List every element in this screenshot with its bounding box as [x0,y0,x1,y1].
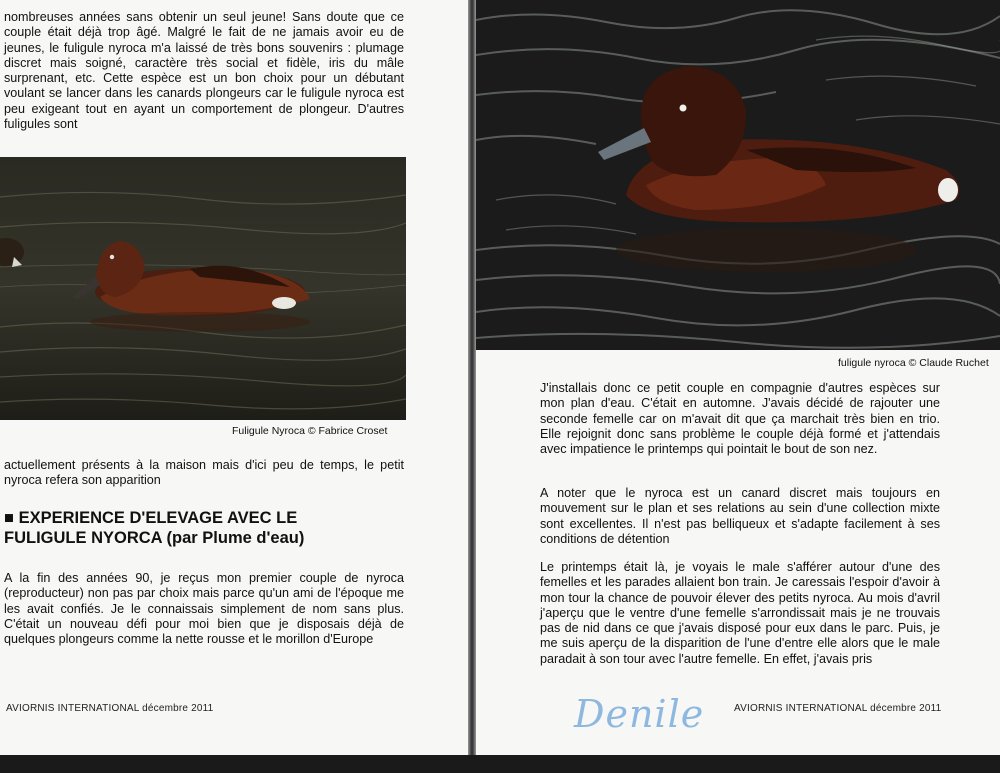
duck-photo-image [0,157,406,420]
left-footer: AVIORNIS INTERNATIONAL décembre 2011 [6,703,214,714]
left-top-paragraph: nombreuses années sans obtenir un seul jeune! Sans doute que ce couple était déjà trop âgé. Malgré le fait de ne jamais avoir eu de jeunes, le fuligule nyroca m'a laissé de très bons souvenirs : plumage discret mais soigné, caractère très social et fidèle, iris du mâle surprenant, etc. Cette espèce est un bon choix pour un débutant voulant se lancer dans les canards plongeurs car le fuligule nyroca est peu exigeant tout en ayant un comportement de plongeur. D'autres fuligules sont [4,10,404,132]
right-paragraph-2: A noter que le nyroca est un canard discret mais toujours en mouvement sur le plan et ses relations au sein d'une collection mixte sont excellentes. Il n'est pas belliqueux et s'adapte facilement à ses conditions de détention [540,486,940,546]
right-paragraph-1: J'installais donc ce petit couple en compagnie d'autres espèces sur mon plan d'eau. C'était en automne. J'avais décidé de rajouter une seconde femelle car on m'avait dit que ça marchait très bien en trio. Elle rejoignit donc sans problème le couple déjà formé et j'attendais avec impatience le printemps qui pointait le bout de son nez. [540,381,940,457]
right-photo-caption: fuligule nyroca © Claude Ruchet [838,357,989,369]
signature-watermark: Denile [574,692,705,736]
duck-photo-image [476,0,1000,350]
page-gutter [468,0,476,773]
bottom-shadow [0,755,1000,773]
left-page [0,0,468,755]
section-heading [4,508,404,548]
left-photo-caption: Fuligule Nyroca © Fabrice Croset [232,425,388,437]
left-after-photo-paragraph: actuellement présents à la maison mais d'ici peu de temps, le petit nyroca refera son apparition [4,458,404,488]
right-duck-photo [476,0,1000,350]
right-paragraph-3: Le printemps était là, je voyais le male s'afférer autour d'une des femelles et les parades allaient bon train. Je caressais l'espoir d'avoir à mon tour la chance de pouvoir élever des petits nyroca. Au mois d'avril j'aperçu que le ventre d'une femelle s'arrondissait mais je ne trouvais pas de nid dans ce que j'avais disposé pour eux dans le parc. Puis, je me suis aperçu de la disparition de l'une d'entre elle alors que le male paradait à son tour avec l'autre femelle. En effet, j'avais pris [540,560,940,666]
section-title-line2: FULIGULE NYORCA (par Plume d'eau) [4,529,305,547]
section-paragraph: A la fin des années 90, je reçus mon premier couple de nyroca (reproducteur) non pas par choix mais parce qu'un ami de l'époque me les avait confiés. Je le connaissais simplement de nom sans plus. C'était un nouveau défi pour moi bien que je disposais déjà de quelques plongeurs comme la nette rousse et le morillon d'Europe [4,571,404,647]
right-footer: AVIORNIS INTERNATIONAL décembre 2011 [734,703,942,714]
section-title-line1: EXPERIENCE D'ELEVAGE AVEC LE [18,509,298,527]
left-duck-photo [0,157,406,420]
right-page [476,0,1000,755]
section-bullet-icon: ■ [4,509,14,527]
